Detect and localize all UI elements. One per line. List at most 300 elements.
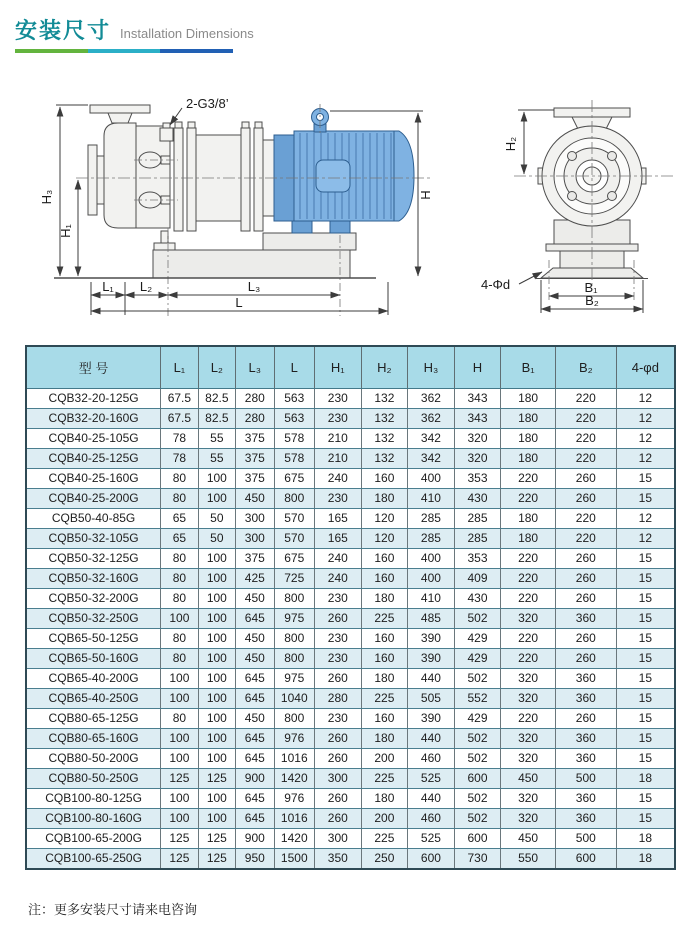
dim-label-h2: H₂ xyxy=(503,136,518,152)
value-cell: 342 xyxy=(408,449,455,469)
column-header: H₂ xyxy=(361,346,408,389)
value-cell: 200 xyxy=(361,809,408,829)
column-header: L xyxy=(274,346,314,389)
table-body xyxy=(26,389,675,870)
model-cell: CQB100-80-160G xyxy=(26,809,161,829)
value-cell: 100 xyxy=(198,809,235,829)
header-accent-bar xyxy=(15,49,233,53)
value-cell: 100 xyxy=(161,609,198,629)
value-cell: 160 xyxy=(361,469,408,489)
value-cell: 240 xyxy=(315,569,362,589)
motor xyxy=(274,109,414,234)
value-cell: 100 xyxy=(198,489,235,509)
value-cell: 260 xyxy=(315,729,362,749)
value-cell: 450 xyxy=(236,709,274,729)
model-cell: CQB80-65-160G xyxy=(26,729,161,749)
value-cell: 100 xyxy=(198,689,235,709)
model-cell: CQB65-50-125G xyxy=(26,629,161,649)
value-cell: 600 xyxy=(454,769,501,789)
value-cell: 570 xyxy=(274,509,314,529)
value-cell: 343 xyxy=(454,389,501,409)
table-row xyxy=(26,709,675,729)
value-cell: 18 xyxy=(616,849,675,870)
value-cell: 100 xyxy=(161,749,198,769)
model-cell: CQB50-32-125G xyxy=(26,549,161,569)
value-cell: 390 xyxy=(408,629,455,649)
value-cell: 82.5 xyxy=(198,409,235,429)
value-cell: 80 xyxy=(161,489,198,509)
value-cell: 220 xyxy=(501,709,556,729)
value-cell: 165 xyxy=(315,529,362,549)
value-cell: 285 xyxy=(408,529,455,549)
value-cell: 260 xyxy=(555,549,616,569)
value-cell: 460 xyxy=(408,749,455,769)
dim-label-l1: L₁ xyxy=(102,279,114,294)
model-cell: CQB50-32-200G xyxy=(26,589,161,609)
value-cell: 300 xyxy=(236,509,274,529)
value-cell: 260 xyxy=(555,489,616,509)
model-cell: CQB100-65-200G xyxy=(26,829,161,849)
value-cell: 409 xyxy=(454,569,501,589)
value-cell: 425 xyxy=(236,569,274,589)
column-header: B₁ xyxy=(501,346,556,389)
value-cell: 320 xyxy=(501,689,556,709)
model-cell: CQB100-80-125G xyxy=(26,789,161,809)
value-cell: 800 xyxy=(274,489,314,509)
value-cell: 320 xyxy=(454,449,501,469)
pump-front-view-drawing xyxy=(462,78,694,330)
value-cell: 15 xyxy=(616,569,675,589)
value-cell: 1500 xyxy=(274,849,314,870)
value-cell: 100 xyxy=(198,749,235,769)
value-cell: 800 xyxy=(274,709,314,729)
value-cell: 225 xyxy=(361,689,408,709)
value-cell: 225 xyxy=(361,609,408,629)
value-cell: 260 xyxy=(555,629,616,649)
value-cell: 800 xyxy=(274,589,314,609)
value-cell: 220 xyxy=(555,509,616,529)
value-cell: 12 xyxy=(616,529,675,549)
value-cell: 500 xyxy=(555,829,616,849)
table-row xyxy=(26,509,675,529)
value-cell: 100 xyxy=(198,629,235,649)
table-row xyxy=(26,429,675,449)
page-header xyxy=(15,14,254,53)
value-cell: 320 xyxy=(501,789,556,809)
value-cell: 220 xyxy=(555,449,616,469)
value-cell: 15 xyxy=(616,609,675,629)
value-cell: 230 xyxy=(315,389,362,409)
model-cell: CQB50-32-160G xyxy=(26,569,161,589)
value-cell: 570 xyxy=(274,529,314,549)
table-row xyxy=(26,689,675,709)
value-cell: 65 xyxy=(161,529,198,549)
value-cell: 260 xyxy=(555,469,616,489)
value-cell: 502 xyxy=(454,789,501,809)
model-cell: CQB80-65-125G xyxy=(26,709,161,729)
value-cell: 230 xyxy=(315,649,362,669)
value-cell: 362 xyxy=(408,409,455,429)
value-cell: 80 xyxy=(161,629,198,649)
model-cell: CQB32-20-160G xyxy=(26,409,161,429)
value-cell: 230 xyxy=(315,589,362,609)
model-cell: CQB65-50-160G xyxy=(26,649,161,669)
value-cell: 362 xyxy=(408,389,455,409)
value-cell: 100 xyxy=(161,689,198,709)
value-cell: 15 xyxy=(616,549,675,569)
value-cell: 125 xyxy=(161,829,198,849)
dim-label-h: H xyxy=(418,190,433,200)
value-cell: 429 xyxy=(454,709,501,729)
value-cell: 353 xyxy=(454,549,501,569)
value-cell: 400 xyxy=(408,469,455,489)
value-cell: 502 xyxy=(454,729,501,749)
value-cell: 502 xyxy=(454,809,501,829)
value-cell: 578 xyxy=(274,449,314,469)
value-cell: 15 xyxy=(616,689,675,709)
value-cell: 100 xyxy=(198,469,235,489)
value-cell: 50 xyxy=(198,509,235,529)
value-cell: 125 xyxy=(161,769,198,789)
table-row xyxy=(26,389,675,409)
value-cell: 343 xyxy=(454,409,501,429)
value-cell: 78 xyxy=(161,429,198,449)
table-row xyxy=(26,449,675,469)
model-cell: CQB32-20-125G xyxy=(26,389,161,409)
value-cell: 100 xyxy=(198,609,235,629)
value-cell: 220 xyxy=(501,649,556,669)
value-cell: 600 xyxy=(408,849,455,870)
value-cell: 240 xyxy=(315,469,362,489)
value-cell: 15 xyxy=(616,489,675,509)
value-cell: 100 xyxy=(198,789,235,809)
port-label: 2-G3/8’ xyxy=(186,96,229,111)
column-header: 型 号 xyxy=(26,346,161,389)
value-cell: 15 xyxy=(616,629,675,649)
value-cell: 15 xyxy=(616,649,675,669)
value-cell: 450 xyxy=(501,829,556,849)
table-row xyxy=(26,829,675,849)
value-cell: 260 xyxy=(315,749,362,769)
value-cell: 300 xyxy=(315,829,362,849)
value-cell: 12 xyxy=(616,409,675,429)
model-cell: CQB50-32-250G xyxy=(26,609,161,629)
value-cell: 600 xyxy=(454,829,501,849)
value-cell: 12 xyxy=(616,449,675,469)
value-cell: 390 xyxy=(408,649,455,669)
value-cell: 1040 xyxy=(274,689,314,709)
dim-label-l: L xyxy=(235,295,243,310)
value-cell: 429 xyxy=(454,629,501,649)
value-cell: 160 xyxy=(361,569,408,589)
value-cell: 320 xyxy=(454,429,501,449)
value-cell: 55 xyxy=(198,449,235,469)
value-cell: 675 xyxy=(274,469,314,489)
value-cell: 260 xyxy=(315,809,362,829)
value-cell: 132 xyxy=(361,389,408,409)
value-cell: 160 xyxy=(361,649,408,669)
value-cell: 15 xyxy=(616,809,675,829)
model-cell: CQB50-40-85G xyxy=(26,509,161,529)
value-cell: 80 xyxy=(161,549,198,569)
value-cell: 15 xyxy=(616,709,675,729)
column-header: H₁ xyxy=(315,346,362,389)
value-cell: 80 xyxy=(161,569,198,589)
value-cell: 360 xyxy=(555,729,616,749)
value-cell: 50 xyxy=(198,529,235,549)
value-cell: 160 xyxy=(361,629,408,649)
value-cell: 18 xyxy=(616,829,675,849)
value-cell: 552 xyxy=(454,689,501,709)
value-cell: 1420 xyxy=(274,829,314,849)
model-cell: CQB80-50-250G xyxy=(26,769,161,789)
value-cell: 375 xyxy=(236,449,274,469)
accent-segment xyxy=(88,49,161,53)
value-cell: 976 xyxy=(274,729,314,749)
footnote: 注：更多安装尺寸请来电咨询 xyxy=(28,902,198,917)
table-row xyxy=(26,529,675,549)
value-cell: 360 xyxy=(555,749,616,769)
value-cell: 360 xyxy=(555,789,616,809)
table-row xyxy=(26,469,675,489)
value-cell: 320 xyxy=(501,749,556,769)
value-cell: 100 xyxy=(198,589,235,609)
value-cell: 730 xyxy=(454,849,501,870)
value-cell: 1016 xyxy=(274,809,314,829)
value-cell: 502 xyxy=(454,749,501,769)
value-cell: 578 xyxy=(274,429,314,449)
value-cell: 375 xyxy=(236,549,274,569)
value-cell: 100 xyxy=(161,729,198,749)
value-cell: 320 xyxy=(501,729,556,749)
value-cell: 180 xyxy=(361,489,408,509)
value-cell: 210 xyxy=(315,449,362,469)
value-cell: 15 xyxy=(616,469,675,489)
value-cell: 505 xyxy=(408,689,455,709)
column-header: H₃ xyxy=(408,346,455,389)
value-cell: 67.5 xyxy=(161,389,198,409)
value-cell: 360 xyxy=(555,669,616,689)
value-cell: 410 xyxy=(408,489,455,509)
table-header-row xyxy=(26,346,675,389)
value-cell: 280 xyxy=(315,689,362,709)
value-cell: 300 xyxy=(236,529,274,549)
value-cell: 410 xyxy=(408,589,455,609)
table-row xyxy=(26,489,675,509)
dim-label-l3: L₃ xyxy=(247,279,261,294)
column-header: H xyxy=(454,346,501,389)
value-cell: 440 xyxy=(408,789,455,809)
model-cell: CQB40-25-160G xyxy=(26,469,161,489)
value-cell: 220 xyxy=(501,589,556,609)
value-cell: 100 xyxy=(161,809,198,829)
value-cell: 950 xyxy=(236,849,274,870)
table-row xyxy=(26,549,675,569)
value-cell: 220 xyxy=(501,549,556,569)
value-cell: 220 xyxy=(555,389,616,409)
value-cell: 120 xyxy=(361,509,408,529)
value-cell: 975 xyxy=(274,609,314,629)
value-cell: 260 xyxy=(555,589,616,609)
value-cell: 230 xyxy=(315,629,362,649)
value-cell: 80 xyxy=(161,469,198,489)
value-cell: 55 xyxy=(198,429,235,449)
value-cell: 675 xyxy=(274,549,314,569)
value-cell: 15 xyxy=(616,729,675,749)
value-cell: 180 xyxy=(361,589,408,609)
model-cell: CQB80-50-200G xyxy=(26,749,161,769)
value-cell: 390 xyxy=(408,709,455,729)
value-cell: 375 xyxy=(236,469,274,489)
value-cell: 100 xyxy=(161,789,198,809)
value-cell: 500 xyxy=(555,769,616,789)
value-cell: 645 xyxy=(236,609,274,629)
value-cell: 360 xyxy=(555,609,616,629)
value-cell: 220 xyxy=(555,409,616,429)
value-cell: 502 xyxy=(454,609,501,629)
value-cell: 12 xyxy=(616,429,675,449)
value-cell: 645 xyxy=(236,809,274,829)
model-cell: CQB50-32-105G xyxy=(26,529,161,549)
model-cell: CQB40-25-125G xyxy=(26,449,161,469)
value-cell: 100 xyxy=(198,729,235,749)
value-cell: 100 xyxy=(198,549,235,569)
model-cell: CQB65-40-200G xyxy=(26,669,161,689)
value-cell: 285 xyxy=(454,509,501,529)
column-header: 4-φd xyxy=(616,346,675,389)
dimensions-table xyxy=(25,345,676,870)
value-cell: 225 xyxy=(361,829,408,849)
column-header: L₂ xyxy=(198,346,235,389)
value-cell: 18 xyxy=(616,769,675,789)
value-cell: 280 xyxy=(236,409,274,429)
dim-label-b2: B₂ xyxy=(585,293,599,308)
value-cell: 350 xyxy=(315,849,362,870)
dim-label-l2: L₂ xyxy=(139,279,153,294)
value-cell: 12 xyxy=(616,509,675,529)
table-row xyxy=(26,589,675,609)
value-cell: 120 xyxy=(361,529,408,549)
value-cell: 132 xyxy=(361,449,408,469)
value-cell: 180 xyxy=(501,529,556,549)
table-row xyxy=(26,769,675,789)
column-header: B₂ xyxy=(555,346,616,389)
table-row xyxy=(26,629,675,649)
value-cell: 300 xyxy=(315,769,362,789)
value-cell: 12 xyxy=(616,389,675,409)
value-cell: 180 xyxy=(361,669,408,689)
dim-label-h1: H₁ xyxy=(58,224,73,238)
table-row xyxy=(26,669,675,689)
value-cell: 600 xyxy=(555,849,616,870)
value-cell: 180 xyxy=(501,509,556,529)
value-cell: 450 xyxy=(236,649,274,669)
value-cell: 360 xyxy=(555,689,616,709)
value-cell: 800 xyxy=(274,629,314,649)
value-cell: 450 xyxy=(501,769,556,789)
value-cell: 450 xyxy=(236,589,274,609)
value-cell: 320 xyxy=(501,809,556,829)
value-cell: 100 xyxy=(161,669,198,689)
value-cell: 430 xyxy=(454,589,501,609)
value-cell: 450 xyxy=(236,629,274,649)
table-row xyxy=(26,749,675,769)
value-cell: 15 xyxy=(616,789,675,809)
value-cell: 180 xyxy=(501,389,556,409)
value-cell: 975 xyxy=(274,669,314,689)
value-cell: 342 xyxy=(408,429,455,449)
value-cell: 440 xyxy=(408,729,455,749)
value-cell: 645 xyxy=(236,689,274,709)
value-cell: 563 xyxy=(274,409,314,429)
dimensions-table-wrap xyxy=(25,345,676,870)
value-cell: 320 xyxy=(501,609,556,629)
dim-label-h3: H₃ xyxy=(39,189,54,205)
value-cell: 260 xyxy=(555,709,616,729)
value-cell: 15 xyxy=(616,589,675,609)
value-cell: 220 xyxy=(501,629,556,649)
table-row xyxy=(26,789,675,809)
value-cell: 125 xyxy=(161,849,198,870)
value-cell: 180 xyxy=(501,409,556,429)
value-cell: 230 xyxy=(315,409,362,429)
column-header: L₃ xyxy=(236,346,274,389)
value-cell: 1420 xyxy=(274,769,314,789)
value-cell: 260 xyxy=(315,669,362,689)
value-cell: 100 xyxy=(198,709,235,729)
value-cell: 225 xyxy=(361,769,408,789)
value-cell: 125 xyxy=(198,829,235,849)
value-cell: 285 xyxy=(408,509,455,529)
value-cell: 165 xyxy=(315,509,362,529)
pump-side-view-drawing xyxy=(30,78,450,330)
value-cell: 645 xyxy=(236,789,274,809)
value-cell: 400 xyxy=(408,549,455,569)
value-cell: 160 xyxy=(361,549,408,569)
value-cell: 132 xyxy=(361,409,408,429)
value-cell: 800 xyxy=(274,649,314,669)
value-cell: 550 xyxy=(501,849,556,870)
dim-label-b1: B₁ xyxy=(584,280,598,295)
value-cell: 160 xyxy=(361,709,408,729)
value-cell: 230 xyxy=(315,709,362,729)
value-cell: 132 xyxy=(361,429,408,449)
value-cell: 240 xyxy=(315,549,362,569)
value-cell: 65 xyxy=(161,509,198,529)
model-cell: CQB100-65-250G xyxy=(26,849,161,870)
value-cell: 285 xyxy=(454,529,501,549)
value-cell: 563 xyxy=(274,389,314,409)
value-cell: 180 xyxy=(501,429,556,449)
value-cell: 15 xyxy=(616,669,675,689)
value-cell: 260 xyxy=(555,649,616,669)
accent-segment xyxy=(15,49,88,53)
value-cell: 1016 xyxy=(274,749,314,769)
value-cell: 125 xyxy=(198,769,235,789)
value-cell: 82.5 xyxy=(198,389,235,409)
value-cell: 250 xyxy=(361,849,408,870)
value-cell: 180 xyxy=(361,729,408,749)
value-cell: 180 xyxy=(361,789,408,809)
value-cell: 645 xyxy=(236,669,274,689)
value-cell: 220 xyxy=(555,429,616,449)
value-cell: 210 xyxy=(315,429,362,449)
table-row xyxy=(26,409,675,429)
value-cell: 900 xyxy=(236,769,274,789)
value-cell: 460 xyxy=(408,809,455,829)
value-cell: 440 xyxy=(408,669,455,689)
installation-drawings xyxy=(0,70,700,338)
